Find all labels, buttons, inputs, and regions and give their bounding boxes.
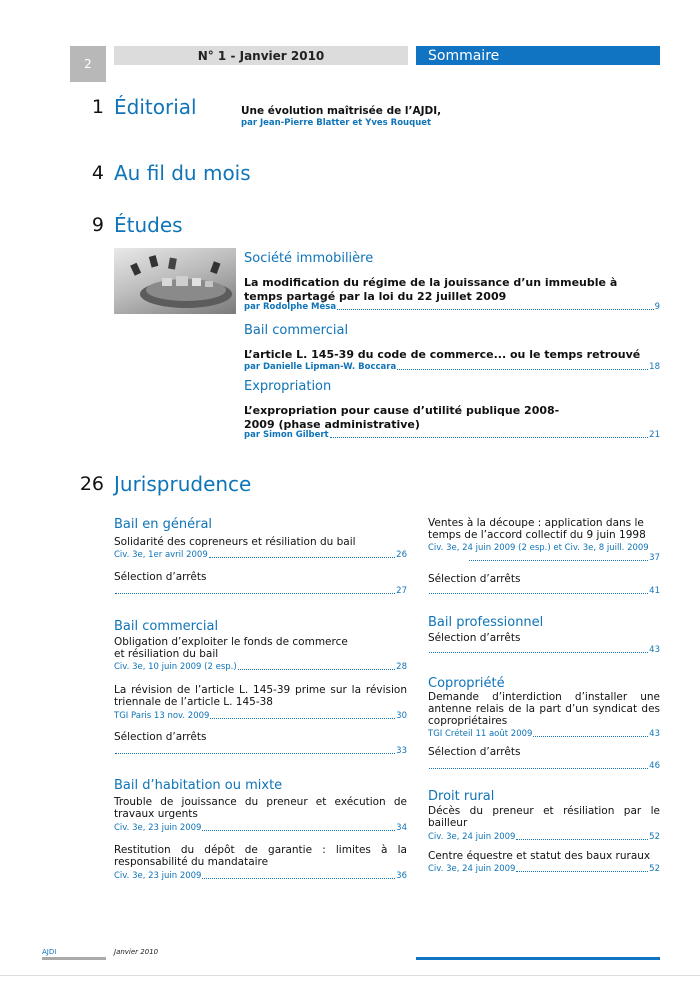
leader-dots <box>397 368 648 370</box>
leader-dots <box>202 829 395 831</box>
footer-journal: AJDI <box>42 948 57 956</box>
bail-habitation-entry-1-title[interactable]: Trouble de jouissance du preneur et exécution de travaux urgents <box>114 796 407 820</box>
ventes-entry-1-title[interactable]: Ventes à la découpe : application dans le temps de l’accord collectif du 9 juin 1998 <box>428 517 646 541</box>
juris-number: 26 <box>79 473 104 495</box>
bail-habitation-heading: Bail d’habitation ou mixte <box>114 778 283 793</box>
editorial-authors: par Jean-Pierre Blatter et Yves Rouquet <box>241 118 432 128</box>
bail-general-entry-2-ref[interactable] <box>114 586 407 596</box>
bail-commercial-entry-1-citation: Civ. 3e, 10 juin 2009 (2 esp.) <box>114 662 237 672</box>
ventes-entry-2-page: 41 <box>649 586 660 596</box>
etude-3-author: par Simon Gilbert <box>244 430 329 440</box>
leader-dots <box>115 752 395 754</box>
bail-habitation-entry-2-ref[interactable] <box>114 871 407 881</box>
leader-dots <box>429 592 648 594</box>
bail-pro-entry-1-ref[interactable] <box>428 645 660 655</box>
editorial-title[interactable]: Éditorial <box>114 95 197 119</box>
bail-commercial-entry-3-ref[interactable] <box>114 746 407 756</box>
etude-1-ref[interactable] <box>244 302 660 312</box>
etudes-number: 9 <box>91 214 104 236</box>
copro-entry-1-ref[interactable] <box>428 729 660 739</box>
etude-3-page: 21 <box>649 430 660 440</box>
bail-pro-entry-1-page: 43 <box>649 645 660 655</box>
bail-habitation-entry-2-title[interactable]: Restitution du dépôt de garantie : limites à la responsabilité du mandataire <box>114 844 407 868</box>
bail-commercial-entry-1-page: 28 <box>396 662 407 672</box>
etude-1-category: Société immobilière <box>244 251 374 266</box>
fil-number: 4 <box>91 162 104 184</box>
etudes-illustration <box>114 248 236 314</box>
bail-general-entry-2-page: 27 <box>396 586 407 596</box>
etude-3-ref[interactable] <box>244 430 660 440</box>
leader-dots <box>115 592 395 594</box>
etude-3-title[interactable]: L’expropriation pour cause d’utilité publique 2008-2009 (phase administrative) <box>244 404 560 431</box>
etude-1-author: par Rodolphe Mésa <box>244 302 337 312</box>
bail-general-entry-1-ref[interactable] <box>114 550 407 560</box>
leader-dots <box>533 735 648 737</box>
copro-entry-2-page: 46 <box>649 761 660 771</box>
leader-dots <box>209 556 395 558</box>
droit-rural-entry-1-ref[interactable] <box>428 832 660 842</box>
droit-rural-entry-2-citation: Civ. 3e, 24 juin 2009 <box>428 864 516 874</box>
droit-rural-entry-1-title[interactable]: Décès du preneur et résiliation par le bailleur <box>428 805 660 829</box>
page-number: 2 <box>70 46 106 82</box>
footer-date: Janvier 2010 <box>114 948 159 956</box>
leader-dots <box>238 668 396 670</box>
etude-2-ref[interactable] <box>244 362 660 372</box>
etude-2-page: 18 <box>649 362 660 372</box>
bail-habitation-entry-2-page: 36 <box>396 871 407 881</box>
etude-2-author: par Danielle Lipman-W. Boccara <box>244 362 397 372</box>
bail-general-entry-1-title[interactable]: Solidarité des copreneurs et résiliation du bail <box>114 536 356 548</box>
droit-rural-heading: Droit rural <box>428 789 495 804</box>
leader-dots <box>429 651 648 653</box>
copro-entry-1-citation: TGI Créteil 11 août 2009 <box>428 729 533 739</box>
bail-commercial-heading: Bail commercial <box>114 619 219 634</box>
ventes-entry-1-page: 37 <box>649 553 660 563</box>
ventes-entry-2-ref[interactable] <box>428 586 660 596</box>
juris-title[interactable]: Jurisprudence <box>114 472 252 496</box>
bail-habitation-entry-1-ref[interactable] <box>114 823 407 833</box>
leader-dots <box>202 877 395 879</box>
leader-dots <box>210 717 395 719</box>
copro-entry-1-title[interactable]: Demande d’interdiction d’installer une antenne relais de la part d’un syndicat des copropriétaires <box>428 691 660 727</box>
ventes-entry-1-ref[interactable] <box>428 543 660 553</box>
etude-3-category: Expropriation <box>244 379 332 394</box>
bail-habitation-entry-1-page: 34 <box>396 823 407 833</box>
copro-heading: Copropriété <box>428 676 505 691</box>
editorial-number: 1 <box>91 96 104 118</box>
bail-commercial-entry-1-ref[interactable] <box>114 662 407 672</box>
droit-rural-entry-1-citation: Civ. 3e, 24 juin 2009 <box>428 832 516 842</box>
copro-entry-2-title[interactable]: Sélection d’arrêts <box>428 746 521 758</box>
bail-commercial-entry-1-title[interactable]: Obligation d’exploiter le fonds de commerce et résiliation du bail <box>114 636 348 660</box>
bail-commercial-entry-2-citation: TGI Paris 13 nov. 2009 <box>114 711 210 721</box>
etudes-title[interactable]: Études <box>114 213 183 237</box>
droit-rural-entry-2-page: 52 <box>649 864 660 874</box>
bail-pro-heading: Bail professionnel <box>428 615 544 630</box>
building-model-image <box>114 248 236 314</box>
etude-1-title[interactable]: La modification du régime de la jouissance d’un immeuble à temps partagé par la loi du 22 juillet 2009 <box>244 276 618 303</box>
fil-title[interactable]: Au fil du mois <box>114 161 251 185</box>
etude-2-title[interactable]: L’article L. 145-39 du code de commerce... ou le temps retrouvé <box>244 348 641 361</box>
droit-rural-entry-2-ref[interactable] <box>428 864 660 874</box>
editorial-article-title[interactable]: Une évolution maîtrisée de l’AJDI, <box>241 105 442 117</box>
ventes-entry-1-pageline <box>468 553 660 563</box>
ventes-entry-2-title[interactable]: Sélection d’arrêts <box>428 573 521 585</box>
bail-general-entry-1-page: 26 <box>396 550 407 560</box>
bail-general-heading: Bail en général <box>114 517 213 532</box>
ventes-entry-1-citation: Civ. 3e, 24 juin 2009 (2 esp.) et Civ. 3e, 8 juill. 2009 <box>428 543 649 553</box>
etude-1-page: 9 <box>654 302 660 312</box>
footer-bar-left <box>42 957 106 960</box>
bail-habitation-entry-1-citation: Civ. 3e, 23 juin 2009 <box>114 823 202 833</box>
leader-dots <box>469 559 648 561</box>
droit-rural-entry-1-page: 52 <box>649 832 660 842</box>
leader-dots <box>337 308 654 310</box>
bail-habitation-entry-2-citation: Civ. 3e, 23 juin 2009 <box>114 871 202 881</box>
bail-pro-entry-1-title[interactable]: Sélection d’arrêts <box>428 632 521 644</box>
issue-label: N° 1 - Janvier 2010 <box>114 46 408 65</box>
etude-2-category: Bail commercial <box>244 323 349 338</box>
droit-rural-entry-2-title[interactable]: Centre équestre et statut des baux ruraux <box>428 850 651 862</box>
footer-rule <box>0 975 700 976</box>
leader-dots <box>429 767 648 769</box>
leader-dots <box>516 838 648 840</box>
section-title: Sommaire <box>416 46 660 65</box>
bail-commercial-entry-2-title[interactable]: La révision de l’article L. 145-39 prime sur la révision triennale de l’article L. 145-38 <box>114 684 407 708</box>
bail-commercial-entry-3-page: 33 <box>396 746 407 756</box>
leader-dots <box>516 870 648 872</box>
bail-commercial-entry-2-page: 30 <box>396 711 407 721</box>
bail-commercial-entry-3-title[interactable]: Sélection d’arrêts <box>114 731 207 743</box>
bail-general-entry-1-citation: Civ. 3e, 1er avril 2009 <box>114 550 208 560</box>
copro-entry-2-ref[interactable] <box>428 761 660 771</box>
copro-entry-1-page: 43 <box>649 729 660 739</box>
bail-commercial-entry-2-ref[interactable] <box>114 711 407 721</box>
footer-bar-right <box>416 957 660 960</box>
bail-general-entry-2-title[interactable]: Sélection d’arrêts <box>114 571 207 583</box>
leader-dots <box>330 436 649 438</box>
